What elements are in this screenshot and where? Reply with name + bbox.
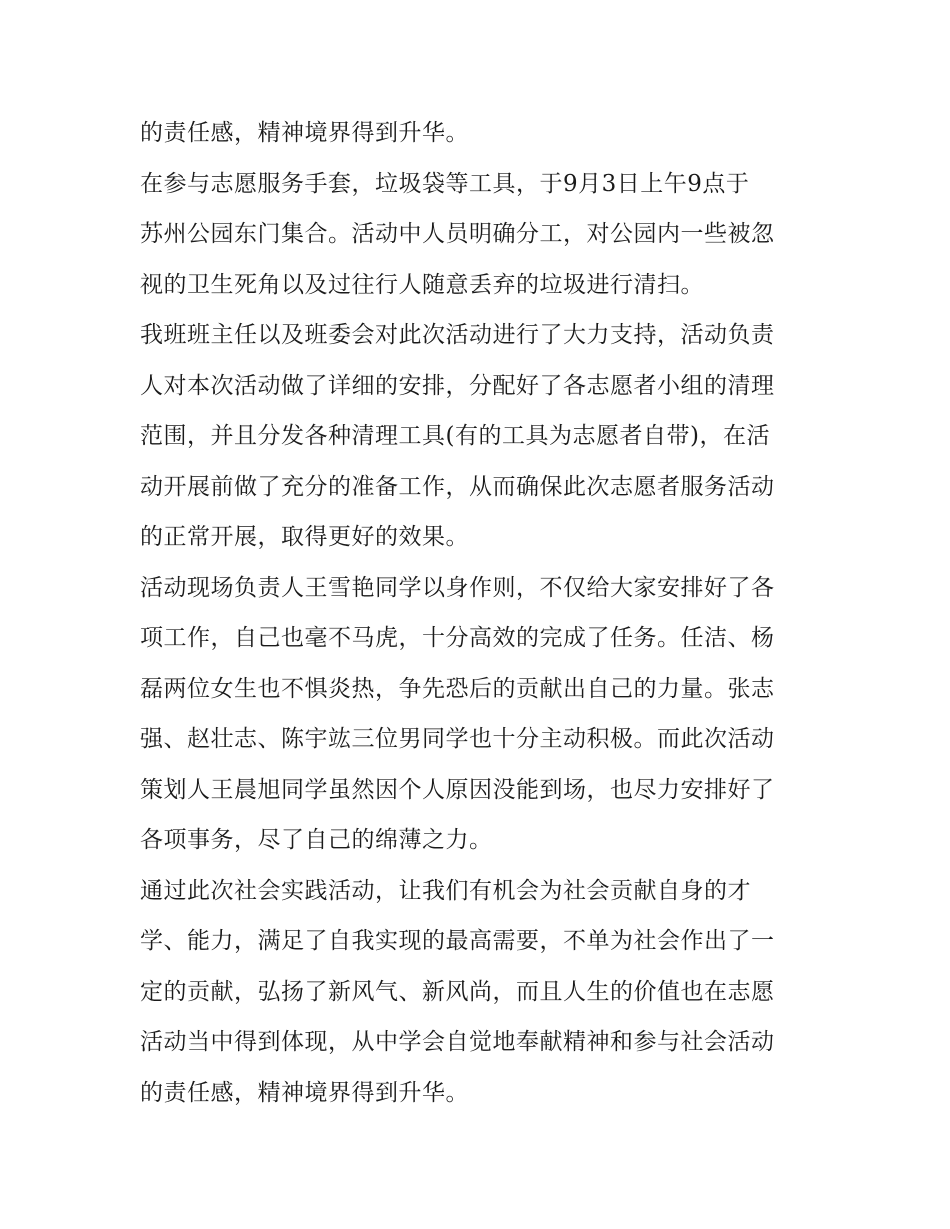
text-line-16: 通过此次社会实践活动，让我们有机会为社会贡献自身的才 bbox=[140, 877, 751, 904]
text-line-15: 各项事务，尽了自己的绵薄之力。 bbox=[140, 827, 493, 853]
text-line-20: 的责任感，精神境界得到升华。 bbox=[140, 1079, 469, 1106]
text-line-7: 范围，并且分发各种清理工具(有的工具为志愿者自带)，在活 bbox=[140, 423, 770, 449]
text-line-9: 的正常开展，取得更好的效果。 bbox=[140, 524, 469, 550]
text-line-2: 在参与志愿服务手套，垃圾袋等工具，于9月3日上午9点于 bbox=[140, 170, 750, 197]
text-line-13: 强、赵壮志、陈宇竑三位男同学也十分主动积极。而此次活动 bbox=[140, 726, 775, 752]
text-line-11: 项工作，自己也毫不马虎，十分高效的完成了任务。任洁、杨 bbox=[140, 625, 775, 651]
text-line-12: 磊两位女生也不惧炎热，争先恐后的贡献出自己的力量。张志 bbox=[140, 675, 775, 702]
document-body bbox=[140, 108, 820, 1118]
text-line-10: 活动现场负责人王雪艳同学以身作则，不仅给大家安排好了各 bbox=[140, 574, 775, 601]
text-line-5: 我班班主任以及班委会对此次活动进行了大力支持，活动负责 bbox=[140, 322, 775, 348]
text-line-14: 策划人王晨旭同学虽然因个人原因没能到场，也尽力安排好了 bbox=[140, 776, 775, 803]
text-line-6: 人对本次活动做了详细的安排，分配好了各志愿者小组的清理 bbox=[140, 372, 775, 399]
text-line-17: 学、能力，满足了自我实现的最高需要，不单为社会作出了一 bbox=[140, 928, 775, 954]
text-line-1: 的责任感，精神境界得到升华。 bbox=[140, 120, 469, 146]
text-line-18: 定的贡献，弘扬了新风气、新风尚，而且人生的价值也在志愿 bbox=[140, 978, 775, 1005]
text-line-8: 动开展前做了充分的准备工作，从而确保此次志愿者服务活动 bbox=[140, 473, 775, 500]
text-line-19: 活动当中得到体现，从中学会自觉地奉献精神和参与社会活动 bbox=[140, 1029, 775, 1055]
text-line-3: 苏州公园东门集合。活动中人员明确分工，对公园内一些被忽 bbox=[140, 221, 775, 247]
text-line-4: 视的卫生死角以及过往行人随意丢弃的垃圾进行清扫。 bbox=[140, 271, 704, 298]
